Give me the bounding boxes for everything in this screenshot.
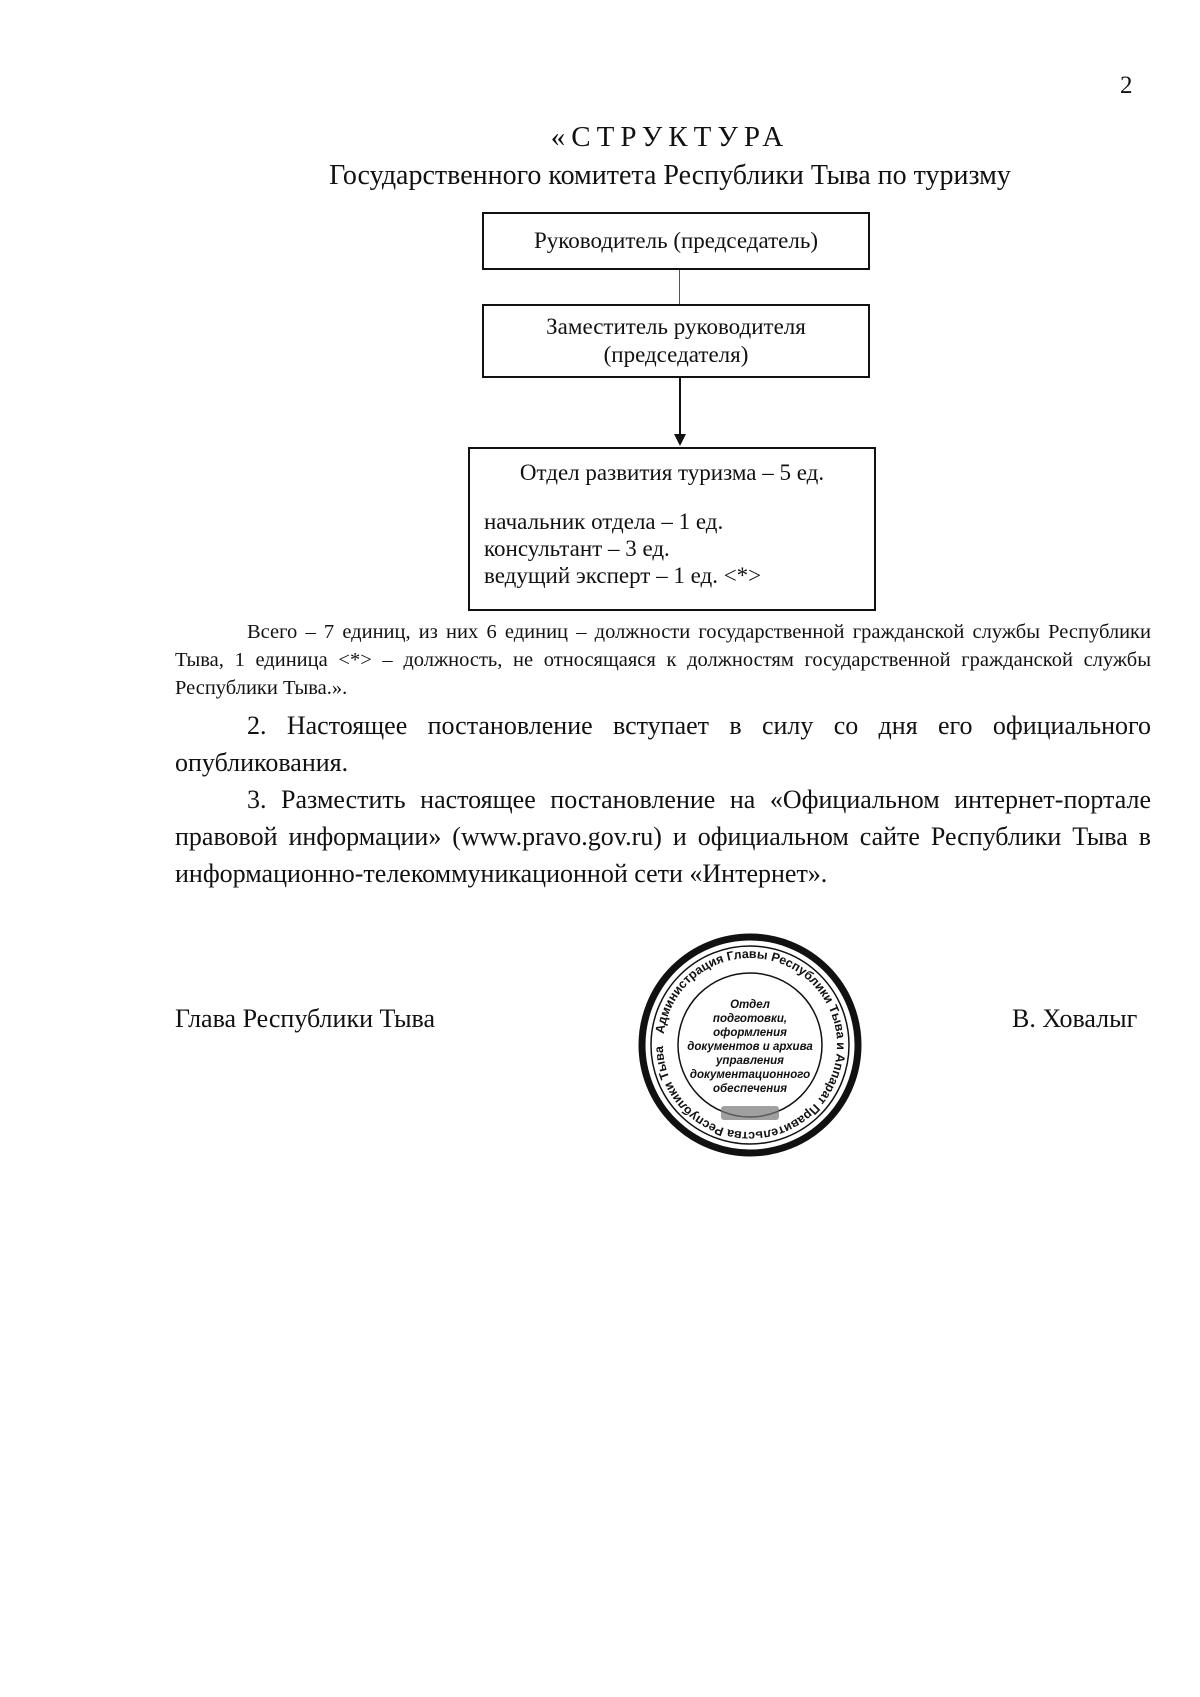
org-box-deputy-line1: Заместитель руководителя <box>546 314 806 339</box>
org-box-head <box>482 212 870 270</box>
page-number: 2 <box>1120 72 1133 99</box>
org-box-department <box>468 447 876 611</box>
org-box-head-label: Руководитель (председатель) <box>534 228 818 253</box>
title-subtitle: Государственного комитета Республики Тыва по туризму <box>329 160 1011 191</box>
signatory-title: Глава Республики Тыва <box>175 1004 436 1033</box>
official-seal-stamp <box>635 930 865 1160</box>
seal-outer-text: Администрация Главы Республики Тыва и Аппарат Правительства Республики Тыва <box>651 946 849 1144</box>
connector-head-deputy <box>679 270 680 304</box>
seal-inner-line: Отдел <box>730 999 770 1011</box>
staff-total-note <box>175 618 1151 702</box>
department-position: консультант – 3 ед. <box>484 536 670 561</box>
seal-inner-line: управления <box>716 1055 784 1067</box>
arrow-down-icon <box>674 434 686 446</box>
seal-inner-line: документов и архива <box>687 1041 813 1053</box>
seal-inner-line: оформления <box>713 1027 787 1039</box>
seal-inner-line: обеспечения <box>712 1083 788 1095</box>
department-position: ведущий эксперт – 1 ед. <*> <box>484 563 762 588</box>
staff-total-note-text: Всего – 7 единиц, из них 6 единиц – должности государственной гражданской службы Республики Тыва, 1 единица <*> – должность, не относящаяся к должностям государственной гражданской службы Республики Тыва.». <box>175 621 1151 699</box>
seal-inner-line: подготовки, <box>712 1013 788 1025</box>
paragraph-3: 3. Разместить настоящее постановление на «Официальном интернет-портале правовой информации» (www.pravo.gov.ru) и официальном сайте Республики Тыва в информационно-телекоммуникационной сети «Интернет». <box>175 785 1151 888</box>
paragraph-2: 2. Настоящее постановление вступает в силу со дня его официального опубликования. <box>175 711 1151 777</box>
structure-title <box>160 120 1180 194</box>
signatory-name: В. Ховалыг <box>1012 1004 1138 1033</box>
org-box-deputy-line2: (председателя) <box>603 342 749 367</box>
department-title: Отдел развития туризма – 5 ед. <box>519 460 825 485</box>
title-main: «СТРУКТУРА <box>550 121 790 153</box>
connector-deputy-department <box>679 378 681 437</box>
org-box-deputy <box>482 304 870 378</box>
seal-inner-line: документационного <box>689 1069 811 1081</box>
department-position: начальник отдела – 1 ед. <box>484 509 724 534</box>
